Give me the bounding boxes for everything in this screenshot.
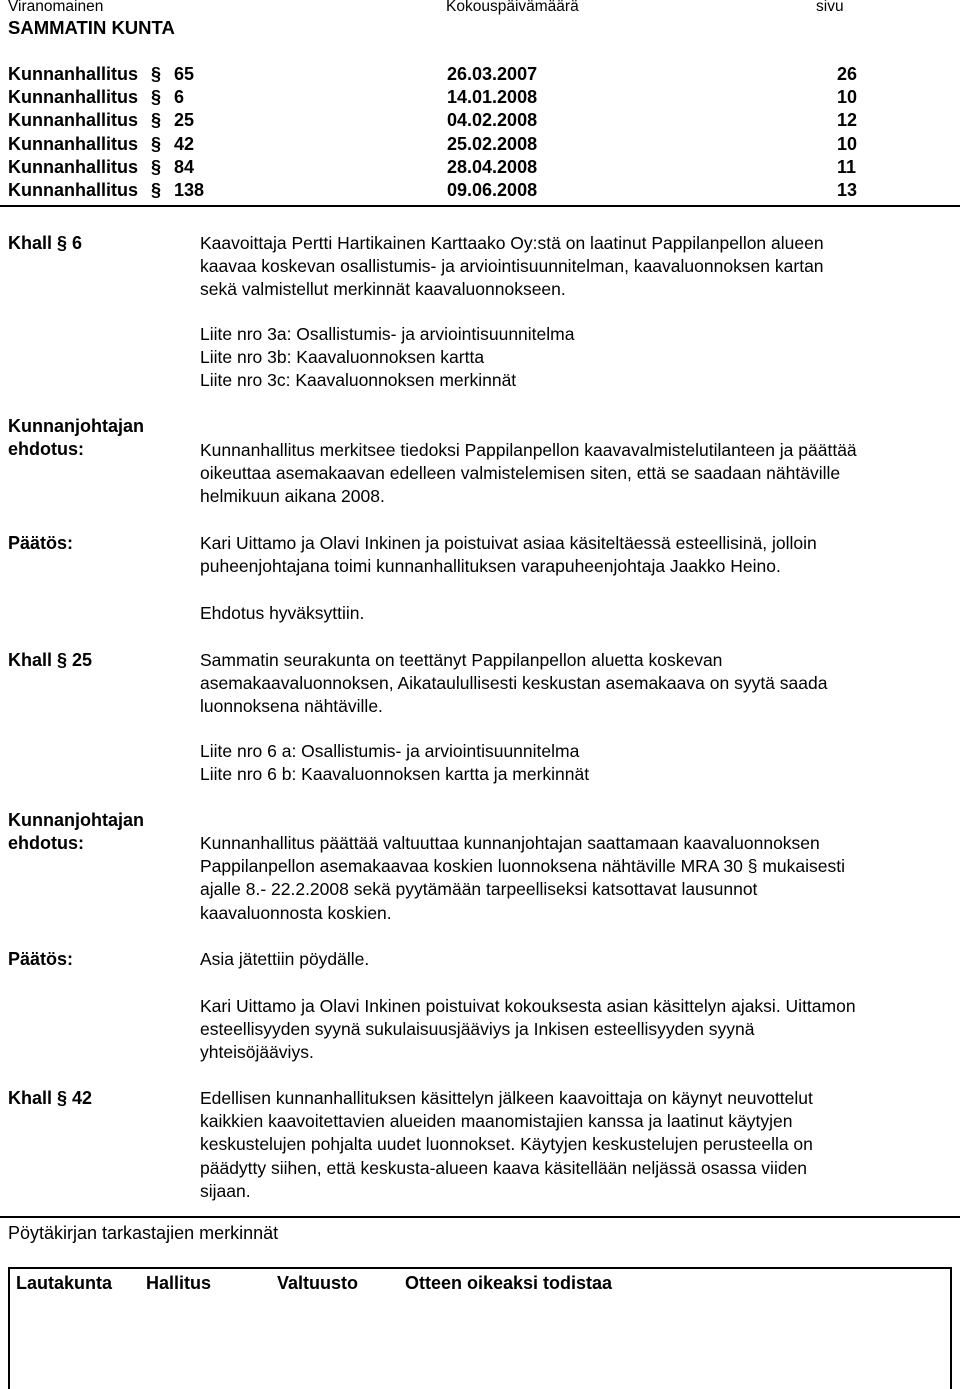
khall-25-attachments xyxy=(200,740,952,786)
khall-6-decision xyxy=(200,532,952,578)
footer-column-board: Hallitus xyxy=(146,1273,212,1293)
decision-label-khall-6: Päätös: xyxy=(8,533,74,553)
text-line: Kari Uittamo ja Olavi Inkinen ja poistuivat asiaa käsiteltäessä esteellisinä, jolloin xyxy=(200,533,817,553)
reference-date: 28.04.2008 xyxy=(447,156,538,177)
reference-body: Kunnanhallitus xyxy=(8,179,138,200)
reference-row xyxy=(8,86,952,109)
attachment-line: Liite nro 6 a: Osallistumis- ja arviointisuunnitelma xyxy=(200,741,580,761)
header-meeting-date-label: Kokouspäivämäärä xyxy=(446,0,579,15)
reference-body: Kunnanhallitus xyxy=(8,87,138,108)
reference-number: 42 xyxy=(174,133,195,154)
attachment-line: Liite nro 6 b: Kaavaluonnoksen kartta ja merkinnät xyxy=(200,764,590,785)
attachment-line: Liite nro 3a: Osallistumis- ja arviointisuunnitelma xyxy=(200,324,575,344)
reference-list xyxy=(8,63,952,202)
reference-row xyxy=(8,133,952,156)
proposal-label-khall-25 xyxy=(8,809,144,855)
decision-label-khall-25: Päätös: xyxy=(8,949,74,969)
section-sign: § xyxy=(151,133,162,154)
text-line: Edellisen kunnanhallituksen käsittelyn jälkeen kaavoittaja on käynyt neuvottelut xyxy=(200,1088,813,1108)
document-header xyxy=(8,0,952,17)
proposal-label-line-2: ehdotus: xyxy=(8,833,84,854)
reference-date: 26.03.2007 xyxy=(447,64,538,84)
reference-page: 10 xyxy=(837,133,858,154)
footer-column-certified: Otteen oikeaksi todistaa xyxy=(405,1273,613,1293)
text-line: yhteisöjääviys. xyxy=(200,1042,314,1063)
reference-page: 13 xyxy=(837,179,858,200)
section-sign: § xyxy=(151,87,162,108)
khall-6-proposal xyxy=(200,439,952,509)
section-sign: § xyxy=(151,179,162,200)
header-page-label: sivu xyxy=(816,0,844,15)
text-line: kaikkien kaavoitettavien alueiden maanomistajien kanssa ja laatinut käytyjen xyxy=(200,1111,793,1132)
signature-table xyxy=(8,1267,952,1389)
section-sign: § xyxy=(151,110,162,131)
text-line: kaavaa koskevan osallistumis- ja arviointisuunnitelman, kaavaluonnoksen kartan xyxy=(200,256,824,277)
khall-6-intro xyxy=(200,232,952,302)
section-label-khall-42: Khall § 42 xyxy=(8,1088,93,1108)
reference-page: 11 xyxy=(837,156,857,177)
reference-number: 6 xyxy=(174,87,185,108)
text-line: Sammatin seurakunta on teettänyt Pappilanpellon aluetta koskevan xyxy=(200,650,723,670)
footer-title: Pöytäkirjan tarkastajien merkinnät xyxy=(8,1223,279,1243)
text-line: keskustelujen pohjalta uudet luonnokset. Käytyjen keskustelujen perusteella on xyxy=(200,1134,813,1155)
reference-row xyxy=(8,109,952,132)
khall-6-decision-approved xyxy=(200,602,952,625)
reference-body: Kunnanhallitus xyxy=(8,64,138,84)
attachment-line: Liite nro 3b: Kaavaluonnoksen kartta xyxy=(200,347,485,368)
reference-number: 138 xyxy=(174,179,205,200)
khall-42-intro xyxy=(200,1087,952,1203)
organization-name: SAMMATIN KUNTA xyxy=(8,17,175,38)
reference-date: 14.01.2008 xyxy=(447,87,538,108)
text-line: ajalle 8.- 22.2.2008 sekä pyytämään tarpeelliseksi katsottavat lausunnot xyxy=(200,879,758,900)
text-line: helmikuun aikana 2008. xyxy=(200,486,385,507)
section-sign: § xyxy=(151,64,162,84)
khall-25-decision-note xyxy=(200,995,952,1065)
text-line: Kaavoittaja Pertti Hartikainen Karttaako Oy:stä on laatinut Pappilanpellon alueen xyxy=(200,233,824,253)
text-line: Kunnanhallitus päättää valtuuttaa kunnanjohtajan saattamaan kaavaluonnoksen xyxy=(200,833,820,853)
proposal-label-khall-6 xyxy=(8,415,144,461)
proposal-label-line-1: Kunnanjohtajan xyxy=(8,810,144,830)
text-line: oikeuttaa asemakaavan edelleen valmistelemisen siten, että se saadaan nähtäville xyxy=(200,463,841,484)
section-label-khall-25: Khall § 25 xyxy=(8,650,93,670)
text-line: Pappilanpellon asemakaavaa koskien luonnoksena nähtäville MRA 30 § mukaisesti xyxy=(200,856,845,877)
text-line: sekä valmistellut merkinnät kaavaluonnokseen. xyxy=(200,279,566,300)
header-authority-label: Viranomainen xyxy=(8,0,104,15)
khall-25-intro xyxy=(200,649,952,719)
reference-page: 12 xyxy=(837,110,858,131)
proposal-label-line-1: Kunnanjohtajan xyxy=(8,416,144,436)
footer-column-council: Valtuusto xyxy=(277,1273,359,1293)
reference-body: Kunnanhallitus xyxy=(8,156,138,177)
reference-row xyxy=(8,63,952,86)
text-line: Kunnanhallitus merkitsee tiedoksi Pappilanpellon kaavavalmistelutilanteen ja päättää xyxy=(200,440,857,460)
reference-date: 09.06.2008 xyxy=(447,179,538,200)
reference-row xyxy=(8,179,952,202)
reference-body: Kunnanhallitus xyxy=(8,110,138,131)
header-divider xyxy=(0,205,960,207)
reference-date: 25.02.2008 xyxy=(447,133,538,154)
section-sign: § xyxy=(151,156,162,177)
text-line: puheenjohtajana toimi kunnanhallituksen varapuheenjohtaja Jaakko Heino. xyxy=(200,556,781,577)
attachment-line: Liite nro 3c: Kaavaluonnoksen merkinnät xyxy=(200,370,517,391)
proposal-label-line-2: ehdotus: xyxy=(8,439,84,460)
khall-6-attachments xyxy=(200,323,952,393)
footer-divider xyxy=(0,1216,960,1218)
text-line: päädytty siihen, että keskusta-alueen kaava käsitellään neljässä osassa viiden xyxy=(200,1157,808,1178)
khall-25-proposal xyxy=(200,832,952,925)
reference-body: Kunnanhallitus xyxy=(8,133,138,154)
reference-page: 10 xyxy=(837,87,858,108)
text-line: Asia jätettiin pöydälle. xyxy=(200,949,370,969)
text-line: asemakaavaluonnoksen, Aikataulullisesti keskustan asemakaava on syytä saada xyxy=(200,673,828,694)
text-line: kaavaluonnosta koskien. xyxy=(200,902,392,923)
reference-date: 04.02.2008 xyxy=(447,110,538,131)
footer-column-committee: Lautakunta xyxy=(16,1273,113,1293)
reference-number: 25 xyxy=(174,110,195,131)
text-line: esteellisyyden syynä sukulaisuusjääviys ja Inkisen esteellisyyden syynä xyxy=(200,1019,755,1040)
reference-number: 84 xyxy=(174,156,195,177)
text-line: Kari Uittamo ja Olavi Inkinen poistuivat kokouksesta asian käsittelyn ajaksi. Uittamon xyxy=(200,996,856,1016)
reference-page: 26 xyxy=(837,64,858,84)
text-line: sijaan. xyxy=(200,1180,251,1201)
khall-25-decision xyxy=(200,948,952,971)
text-line: luonnoksena nähtäville. xyxy=(200,696,383,717)
reference-row xyxy=(8,156,952,179)
reference-number: 65 xyxy=(174,64,195,84)
text-line: Ehdotus hyväksyttiin. xyxy=(200,603,365,623)
section-label-khall-6: Khall § 6 xyxy=(8,233,83,253)
